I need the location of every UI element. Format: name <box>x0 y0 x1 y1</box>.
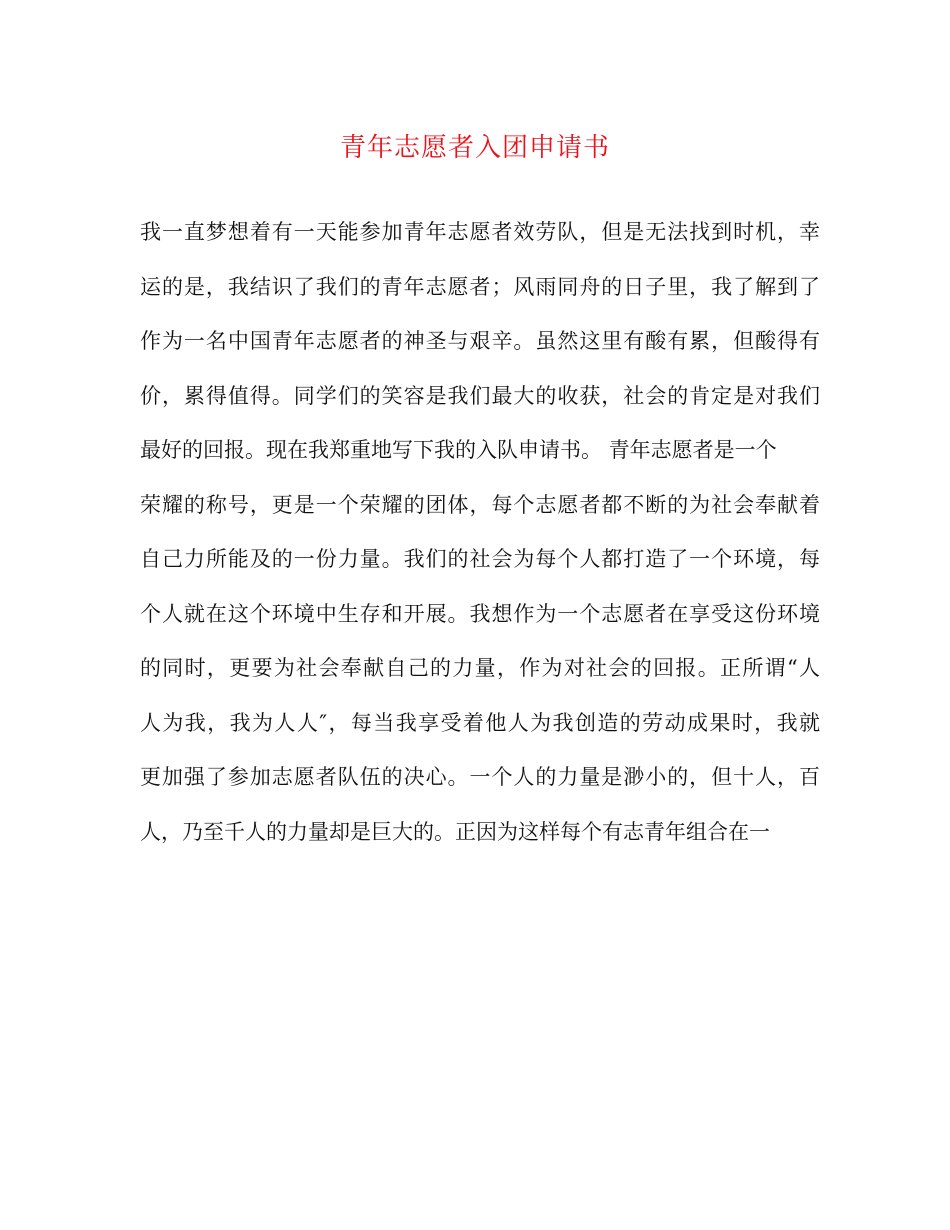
body-line: 我一直梦想着有一天能参加青年志愿者效劳队，但是无法找到时机，幸 <box>140 220 820 244</box>
document-body <box>140 212 820 866</box>
body-line: 个人就在这个环境中生存和开展。我想作为一个志愿者在享受这份环境 <box>140 601 820 626</box>
body-line: 人，乃至千人的力量却是巨大的。正因为这样每个有志青年组合在一 <box>140 819 770 844</box>
body-line: 价，累得值得。同学们的笑容是我们最大的收获，社会的肯定是对我们 <box>140 383 820 408</box>
body-line: 运的是，我结识了我们的青年志愿者；风雨同舟的日子里，我了解到了 <box>140 274 820 299</box>
body-line: 自己力所能及的一份力量。我们的社会为每个人都打造了一个环境，每 <box>140 547 820 571</box>
body-line: 更加强了参加志愿者队伍的决心。一个人的力量是渺小的，但十人，百 <box>140 765 820 789</box>
body-line: 作为一名中国青年志愿者的神圣与艰辛。虽然这里有酸有累，但酸得有 <box>140 329 820 353</box>
document-title: 青年志愿者入团申请书 <box>339 133 610 163</box>
body-line: 的同时，更要为社会奉献自己的力量，作为对社会的回报。正所谓“人 <box>140 656 820 680</box>
body-line: 荣耀的称号，更是一个荣耀的团体，每个志愿者都不断的为社会奉献着 <box>140 492 820 517</box>
body-line: 最好的回报。现在我郑重地写下我的入队申请书。 青年志愿者是一个 <box>140 438 777 462</box>
body-line: 人为我，我为人人″，每当我享受着他人为我创造的劳动成果时，我就 <box>140 710 820 735</box>
